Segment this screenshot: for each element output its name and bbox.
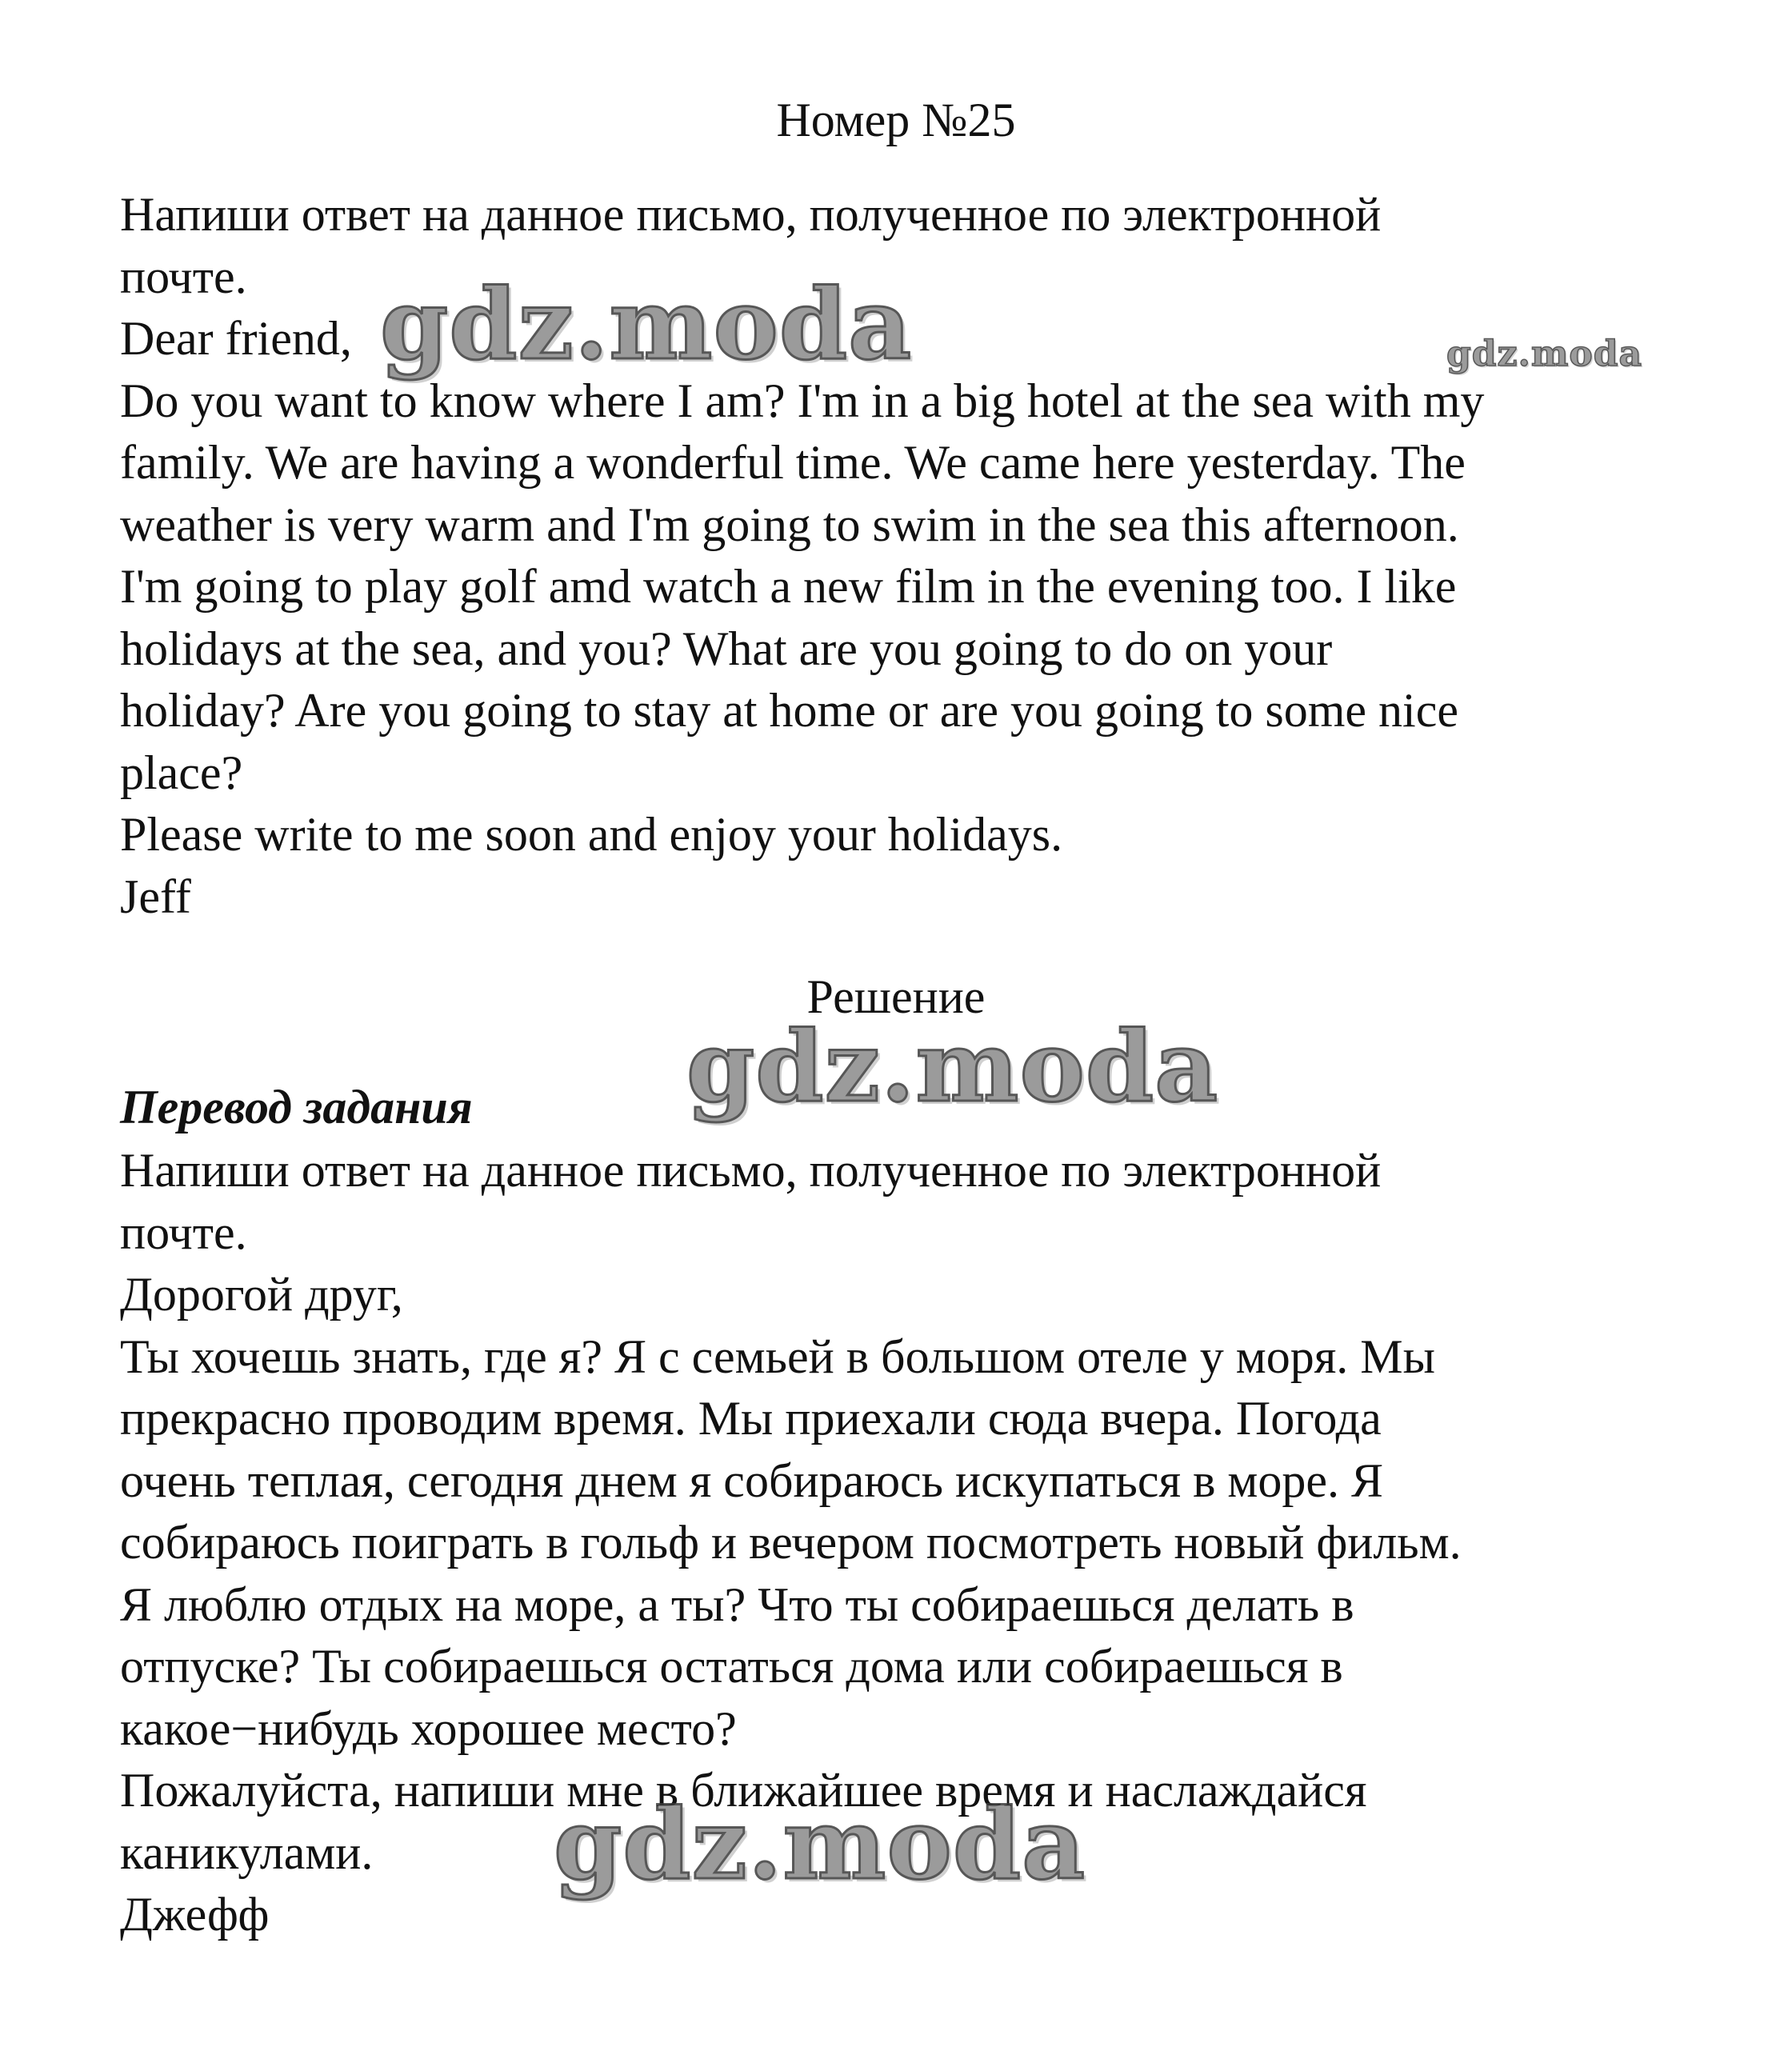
task-line: Please write to me soon and enjoy your holidays.	[120, 808, 1063, 861]
translation-line: собираюсь поиграть в гольф и вечером посмотреть новый фильм.	[120, 1516, 1462, 1569]
translation-line: Дорогой друг,	[120, 1268, 403, 1321]
translation-line: отпуске? Ты собираешься остаться дома или собираешься в	[120, 1640, 1343, 1693]
task-line: Do you want to know where I am? I'm in a big hotel at the sea with my	[120, 374, 1485, 427]
translation-line: Напиши ответ на данное письмо, полученное по электронной	[120, 1144, 1382, 1197]
page-title: Номер №25	[776, 94, 1016, 146]
task-line: holiday? Are you going to stay at home or are you going to some nice	[120, 684, 1458, 737]
translation-line: Ты хочешь знать, где я? Я с семьей в большом отеле у моря. Мы	[120, 1329, 1435, 1383]
task-line: Dear friend,	[120, 312, 352, 365]
translation-line: Джефф	[120, 1888, 270, 1941]
translation-line: прекрасно проводим время. Мы приехали сюда вчера. Погода	[120, 1392, 1382, 1445]
translation-line: каникулами.	[120, 1825, 374, 1879]
task-line: family. We are having a wonderful time. We came here yesterday. The	[120, 436, 1466, 489]
task-line: почте.	[120, 250, 247, 303]
watermark-logo: gdz.moda	[1446, 334, 1643, 374]
translation-line: Я люблю отдых на море, а ты? Что ты собираешься делать в	[120, 1577, 1354, 1631]
translation-line: очень теплая, сегодня днем я собираюсь искупаться в море. Я	[120, 1453, 1384, 1507]
task-line: holidays at the sea, and you? What are you going to do on your	[120, 622, 1333, 675]
task-line: Напиши ответ на данное письмо, полученное по электронной	[120, 188, 1382, 241]
translation-heading: Перевод задания	[120, 1081, 473, 1133]
solution-heading: Решение	[806, 970, 986, 1023]
task-line: I'm going to play golf amd watch a new film in the evening too. I like	[120, 560, 1457, 613]
task-line: weather is very warm and I'm going to swim in the sea this afternoon.	[120, 498, 1459, 551]
translation-line: почте.	[120, 1205, 247, 1259]
task-line: place?	[120, 746, 243, 799]
translation-line: Пожалуйста, напиши мне в ближайшее время и наслаждайся	[120, 1764, 1367, 1817]
watermark-logo: gdz.moda	[686, 1009, 1219, 1124]
task-line: Jeff	[120, 870, 191, 923]
watermark-logo: gdz.moda	[554, 1786, 1086, 1901]
watermark-logo: gdz.moda	[380, 266, 913, 382]
translation-line: какое−нибудь хорошее место?	[120, 1701, 737, 1755]
